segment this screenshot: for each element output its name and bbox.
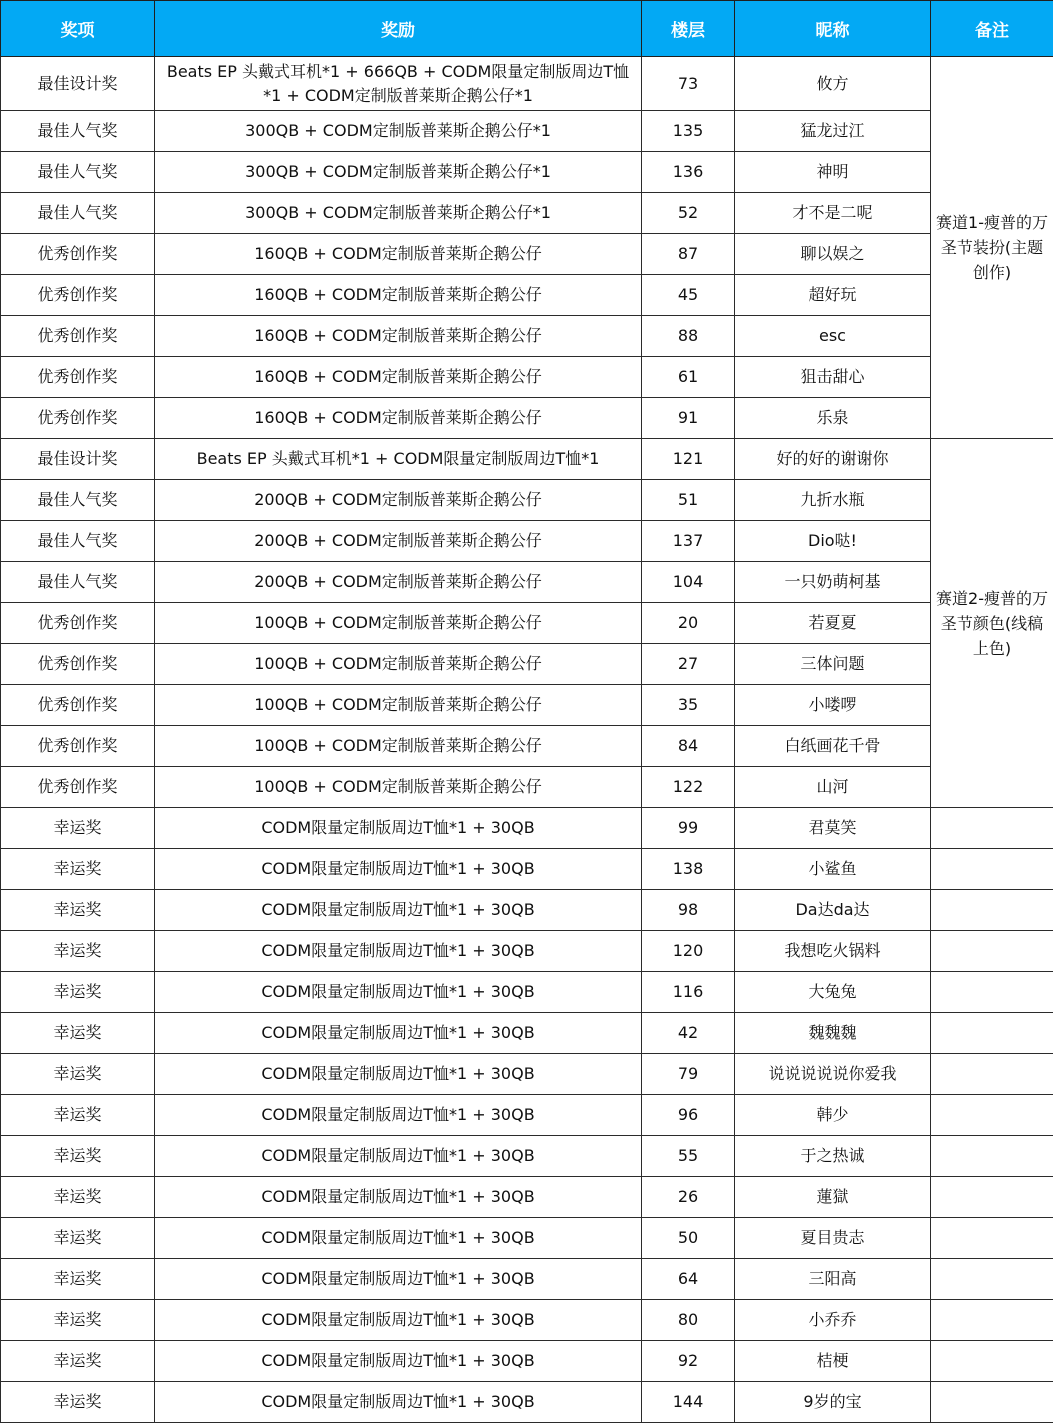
reward-cell: CODM限量定制版周边T恤*1 + 30QB: [155, 849, 642, 890]
note-cell-empty: [931, 1177, 1053, 1218]
table-row: [1, 767, 1053, 808]
nickname-cell: 猛龙过江: [735, 111, 931, 152]
award-cell: 优秀创作奖: [1, 767, 155, 808]
header-floor: 楼层: [642, 1, 735, 57]
nickname-cell: 山河: [735, 767, 931, 808]
nickname-cell: 若夏夏: [735, 603, 931, 644]
award-cell: 优秀创作奖: [1, 234, 155, 275]
table-row: [1, 1136, 1053, 1177]
award-cell: 最佳人气奖: [1, 152, 155, 193]
table-row: [1, 275, 1053, 316]
reward-cell: 160QB + CODM定制版普莱斯企鹅公仔: [155, 398, 642, 439]
table-row: [1, 1259, 1053, 1300]
award-cell: 优秀创作奖: [1, 603, 155, 644]
reward-cell: CODM限量定制版周边T恤*1 + 30QB: [155, 890, 642, 931]
floor-cell: 137: [642, 521, 735, 562]
floor-cell: 87: [642, 234, 735, 275]
award-cell: 最佳人气奖: [1, 111, 155, 152]
table-row: [1, 234, 1053, 275]
floor-cell: 50: [642, 1218, 735, 1259]
table-row: [1, 644, 1053, 685]
floor-cell: 35: [642, 685, 735, 726]
floor-cell: 121: [642, 439, 735, 480]
award-cell: 幸运奖: [1, 808, 155, 849]
nickname-cell: 才不是二呢: [735, 193, 931, 234]
floor-cell: 92: [642, 1341, 735, 1382]
note-cell-empty: [931, 808, 1053, 849]
table-row: [1, 1054, 1053, 1095]
floor-cell: 144: [642, 1382, 735, 1423]
nickname-cell: 夏目贵志: [735, 1218, 931, 1259]
reward-cell: 100QB + CODM定制版普莱斯企鹅公仔: [155, 644, 642, 685]
award-cell: 幸运奖: [1, 890, 155, 931]
header-nickname: 昵称: [735, 1, 931, 57]
floor-cell: 135: [642, 111, 735, 152]
floor-cell: 73: [642, 57, 735, 111]
floor-cell: 116: [642, 972, 735, 1013]
note-cell-empty: [931, 849, 1053, 890]
table-row: [1, 562, 1053, 603]
table-row: [1, 193, 1053, 234]
table-row: [1, 1341, 1053, 1382]
award-cell: 幸运奖: [1, 1177, 155, 1218]
reward-cell: CODM限量定制版周边T恤*1 + 30QB: [155, 1136, 642, 1177]
nickname-cell: 超好玩: [735, 275, 931, 316]
floor-cell: 91: [642, 398, 735, 439]
reward-cell: 200QB + CODM定制版普莱斯企鹅公仔: [155, 562, 642, 603]
nickname-cell: 狙击甜心: [735, 357, 931, 398]
award-cell: 幸运奖: [1, 1136, 155, 1177]
floor-cell: 80: [642, 1300, 735, 1341]
award-cell: 幸运奖: [1, 1341, 155, 1382]
award-cell: 最佳设计奖: [1, 439, 155, 480]
floor-cell: 51: [642, 480, 735, 521]
nickname-cell: 9岁的宝: [735, 1382, 931, 1423]
award-cell: 幸运奖: [1, 1095, 155, 1136]
reward-cell: CODM限量定制版周边T恤*1 + 30QB: [155, 931, 642, 972]
note-cell-empty: [931, 931, 1053, 972]
floor-cell: 104: [642, 562, 735, 603]
award-cell: 优秀创作奖: [1, 398, 155, 439]
table-row: [1, 1177, 1053, 1218]
award-cell: 优秀创作奖: [1, 316, 155, 357]
nickname-cell: 一只奶萌柯基: [735, 562, 931, 603]
header-reward: 奖励: [155, 1, 642, 57]
floor-cell: 20: [642, 603, 735, 644]
table-row: [1, 972, 1053, 1013]
award-cell: 幸运奖: [1, 1054, 155, 1095]
reward-cell: 200QB + CODM定制版普莱斯企鹅公仔: [155, 521, 642, 562]
award-cell: 幸运奖: [1, 1382, 155, 1423]
nickname-cell: 三阳高: [735, 1259, 931, 1300]
table-row: [1, 521, 1053, 562]
reward-cell: CODM限量定制版周边T恤*1 + 30QB: [155, 972, 642, 1013]
nickname-cell: 桔梗: [735, 1341, 931, 1382]
table-row: [1, 1382, 1053, 1423]
award-cell: 幸运奖: [1, 1218, 155, 1259]
nickname-cell: 我想吃火锅料: [735, 931, 931, 972]
reward-cell: 200QB + CODM定制版普莱斯企鹅公仔: [155, 480, 642, 521]
award-cell: 幸运奖: [1, 931, 155, 972]
table-row: [1, 603, 1053, 644]
table-row: [1, 57, 1053, 111]
table-row: [1, 316, 1053, 357]
note-cell-empty: [931, 1341, 1053, 1382]
award-cell: 优秀创作奖: [1, 275, 155, 316]
reward-cell: CODM限量定制版周边T恤*1 + 30QB: [155, 1259, 642, 1300]
table-row: [1, 808, 1053, 849]
reward-cell: 160QB + CODM定制版普莱斯企鹅公仔: [155, 234, 642, 275]
reward-cell: 160QB + CODM定制版普莱斯企鹅公仔: [155, 275, 642, 316]
nickname-cell: Dio哒!: [735, 521, 931, 562]
table-body: [1, 57, 1053, 1423]
reward-cell: 100QB + CODM定制版普莱斯企鹅公仔: [155, 603, 642, 644]
floor-cell: 84: [642, 726, 735, 767]
nickname-cell: 神明: [735, 152, 931, 193]
table-row: [1, 685, 1053, 726]
table-row: [1, 1013, 1053, 1054]
nickname-cell: Da达da达: [735, 890, 931, 931]
award-cell: 优秀创作奖: [1, 685, 155, 726]
table-row: [1, 398, 1053, 439]
floor-cell: 136: [642, 152, 735, 193]
floor-cell: 55: [642, 1136, 735, 1177]
award-cell: 幸运奖: [1, 1300, 155, 1341]
table-row: [1, 357, 1053, 398]
table-row: [1, 1300, 1053, 1341]
nickname-cell: 小乔乔: [735, 1300, 931, 1341]
table-row: [1, 439, 1053, 480]
floor-cell: 96: [642, 1095, 735, 1136]
nickname-cell: 小鲨鱼: [735, 849, 931, 890]
reward-cell: CODM限量定制版周边T恤*1 + 30QB: [155, 1054, 642, 1095]
floor-cell: 42: [642, 1013, 735, 1054]
reward-cell: 300QB + CODM定制版普莱斯企鹅公仔*1: [155, 111, 642, 152]
floor-cell: 79: [642, 1054, 735, 1095]
header-award: 奖项: [1, 1, 155, 57]
award-cell: 最佳人气奖: [1, 562, 155, 603]
floor-cell: 122: [642, 767, 735, 808]
award-cell: 幸运奖: [1, 972, 155, 1013]
award-cell: 优秀创作奖: [1, 726, 155, 767]
table-row: [1, 152, 1053, 193]
award-cell: 幸运奖: [1, 1259, 155, 1300]
reward-cell: Beats EP 头戴式耳机*1 + 666QB + CODM限量定制版周边T恤*1 + CODM定制版普莱斯企鹅公仔*1: [155, 57, 642, 111]
floor-cell: 26: [642, 1177, 735, 1218]
nickname-cell: 小喽啰: [735, 685, 931, 726]
table-row: [1, 890, 1053, 931]
award-cell: 最佳设计奖: [1, 57, 155, 111]
floor-cell: 45: [642, 275, 735, 316]
note-cell: 赛道2-瘦普的万圣节颜色(线稿上色): [931, 439, 1053, 808]
reward-cell: 100QB + CODM定制版普莱斯企鹅公仔: [155, 767, 642, 808]
nickname-cell: 聊以娱之: [735, 234, 931, 275]
floor-cell: 52: [642, 193, 735, 234]
table-header: [1, 1, 1053, 57]
floor-cell: 98: [642, 890, 735, 931]
nickname-cell: 乐泉: [735, 398, 931, 439]
award-cell: 幸运奖: [1, 1013, 155, 1054]
reward-cell: Beats EP 头戴式耳机*1 + CODM限量定制版周边T恤*1: [155, 439, 642, 480]
note-cell: 赛道1-瘦普的万圣节装扮(主题创作): [931, 57, 1053, 439]
nickname-cell: esc: [735, 316, 931, 357]
nickname-cell: 白纸画花千骨: [735, 726, 931, 767]
reward-cell: CODM限量定制版周边T恤*1 + 30QB: [155, 808, 642, 849]
note-cell-empty: [931, 1259, 1053, 1300]
note-cell-empty: [931, 890, 1053, 931]
reward-cell: CODM限量定制版周边T恤*1 + 30QB: [155, 1013, 642, 1054]
header-note: 备注: [931, 1, 1053, 57]
floor-cell: 120: [642, 931, 735, 972]
nickname-cell: 好的好的谢谢你: [735, 439, 931, 480]
note-cell-empty: [931, 1300, 1053, 1341]
reward-cell: 300QB + CODM定制版普莱斯企鹅公仔*1: [155, 193, 642, 234]
nickname-cell: 大兔兔: [735, 972, 931, 1013]
table-row: [1, 726, 1053, 767]
note-cell-empty: [931, 972, 1053, 1013]
reward-cell: 100QB + CODM定制版普莱斯企鹅公仔: [155, 726, 642, 767]
note-cell-empty: [931, 1095, 1053, 1136]
floor-cell: 64: [642, 1259, 735, 1300]
reward-cell: 100QB + CODM定制版普莱斯企鹅公仔: [155, 685, 642, 726]
award-cell: 优秀创作奖: [1, 357, 155, 398]
reward-cell: CODM限量定制版周边T恤*1 + 30QB: [155, 1341, 642, 1382]
note-cell-empty: [931, 1054, 1053, 1095]
award-cell: 最佳人气奖: [1, 480, 155, 521]
nickname-cell: 攸方: [735, 57, 931, 111]
award-cell: 最佳人气奖: [1, 521, 155, 562]
reward-cell: CODM限量定制版周边T恤*1 + 30QB: [155, 1300, 642, 1341]
header-row: [1, 1, 1053, 57]
table-row: [1, 1095, 1053, 1136]
note-cell-empty: [931, 1382, 1053, 1423]
nickname-cell: 韩少: [735, 1095, 931, 1136]
reward-cell: 300QB + CODM定制版普莱斯企鹅公仔*1: [155, 152, 642, 193]
reward-cell: CODM限量定制版周边T恤*1 + 30QB: [155, 1218, 642, 1259]
floor-cell: 88: [642, 316, 735, 357]
award-cell: 优秀创作奖: [1, 644, 155, 685]
floor-cell: 27: [642, 644, 735, 685]
table-row: [1, 111, 1053, 152]
reward-cell: 160QB + CODM定制版普莱斯企鹅公仔: [155, 316, 642, 357]
reward-cell: CODM限量定制版周边T恤*1 + 30QB: [155, 1095, 642, 1136]
nickname-cell: 魏魏魏: [735, 1013, 931, 1054]
nickname-cell: 于之热诚: [735, 1136, 931, 1177]
table-row: [1, 1218, 1053, 1259]
award-cell: 幸运奖: [1, 849, 155, 890]
note-cell-empty: [931, 1218, 1053, 1259]
nickname-cell: 蓮獄: [735, 1177, 931, 1218]
award-cell: 最佳人气奖: [1, 193, 155, 234]
reward-cell: 160QB + CODM定制版普莱斯企鹅公仔: [155, 357, 642, 398]
nickname-cell: 君莫笑: [735, 808, 931, 849]
reward-cell: CODM限量定制版周边T恤*1 + 30QB: [155, 1177, 642, 1218]
note-cell-empty: [931, 1136, 1053, 1177]
floor-cell: 99: [642, 808, 735, 849]
note-cell-empty: [931, 1013, 1053, 1054]
nickname-cell: 说说说说说你爱我: [735, 1054, 931, 1095]
table-row: [1, 480, 1053, 521]
reward-cell: CODM限量定制版周边T恤*1 + 30QB: [155, 1382, 642, 1423]
floor-cell: 138: [642, 849, 735, 890]
table-row: [1, 849, 1053, 890]
floor-cell: 61: [642, 357, 735, 398]
table-row: [1, 931, 1053, 972]
nickname-cell: 三体问题: [735, 644, 931, 685]
nickname-cell: 九折水瓶: [735, 480, 931, 521]
